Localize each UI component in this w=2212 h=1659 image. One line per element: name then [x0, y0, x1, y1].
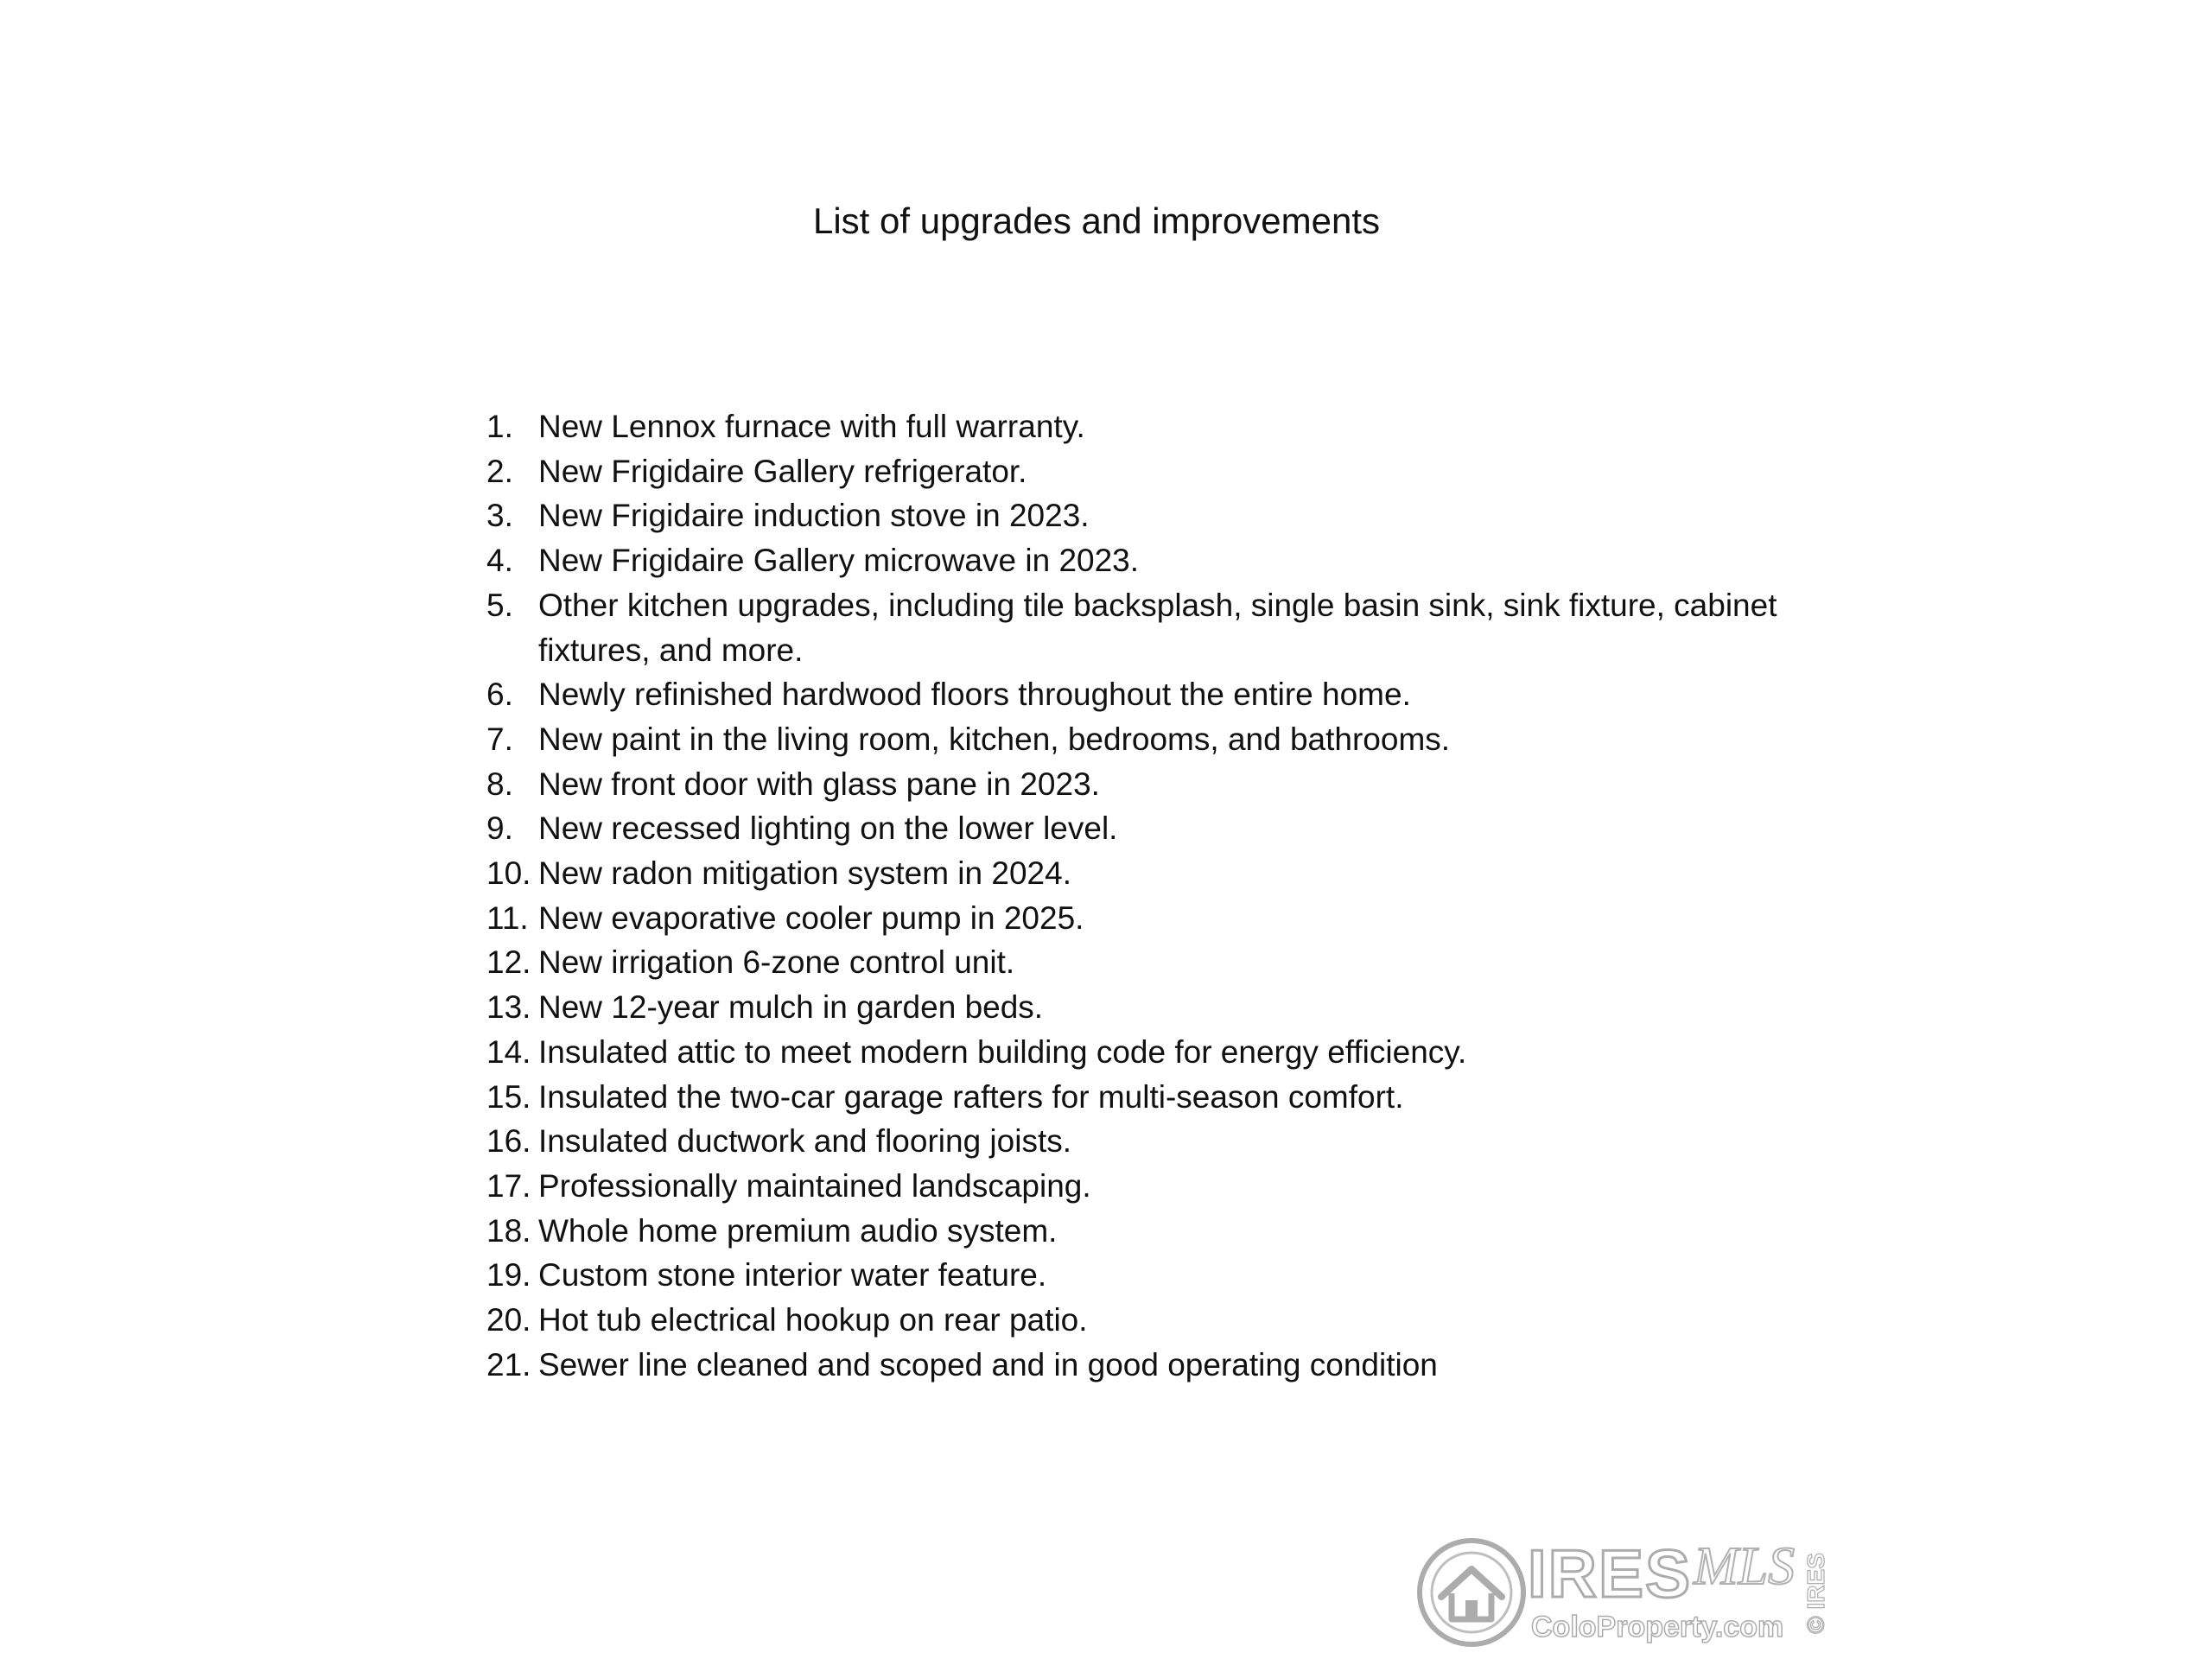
item-number: 4. [486, 543, 513, 579]
ires-watermark [1410, 1531, 1842, 1659]
item-text: New Frigidaire Gallery refrigerator. [538, 453, 1027, 489]
list-item [486, 896, 1834, 941]
item-text: Insulated the two-car garage rafters for multi-season comfort. [538, 1078, 1404, 1115]
list-item [486, 449, 1834, 494]
item-text: New irrigation 6-zone control unit. [538, 944, 1015, 981]
list-item [486, 851, 1834, 896]
item-number: 3. [486, 498, 513, 534]
item-number: 17. [486, 1167, 531, 1204]
item-text: New Frigidaire induction stove in 2023. [538, 498, 1090, 534]
item-text: New paint in the living room, kitchen, bedrooms, and bathrooms. [538, 721, 1451, 757]
item-text: Hot tub electrical hookup on rear patio. [538, 1302, 1088, 1338]
list-item [486, 1209, 1834, 1254]
list-item [486, 717, 1834, 762]
list-item [486, 1298, 1834, 1343]
item-number: 15. [486, 1078, 531, 1115]
list-item [486, 583, 1834, 672]
item-text: New evaporative cooler pump in 2025. [538, 899, 1084, 936]
list-item [486, 672, 1834, 717]
item-number: 19. [486, 1257, 531, 1294]
item-text: New Lennox furnace with full warranty. [538, 409, 1085, 444]
list-item [486, 940, 1834, 985]
item-text: Newly refinished hardwood floors throughout the entire home. [538, 677, 1411, 713]
list-item [486, 404, 1834, 449]
list-item [486, 538, 1834, 583]
item-text: New recessed lighting on the lower level. [538, 810, 1118, 847]
item-text: Professionally maintained landscaping. [538, 1167, 1091, 1204]
list-item [486, 1253, 1834, 1298]
item-number: 13. [486, 989, 531, 1026]
item-text: Sewer line cleaned and scoped and in good operating condition [538, 1346, 1438, 1382]
list-item [486, 1030, 1834, 1075]
item-number: 1. [486, 409, 513, 444]
watermark-side [1797, 1536, 1835, 1650]
item-number: 12. [486, 944, 531, 981]
watermark-site: ColoProperty.com [1531, 1611, 1784, 1643]
item-number: 9. [486, 810, 513, 847]
list-item [486, 806, 1834, 851]
item-text: New radon mitigation system in 2024. [538, 855, 1071, 892]
list-item [486, 493, 1834, 538]
item-number: 14. [486, 1033, 531, 1070]
item-number: 20. [486, 1302, 531, 1338]
list-item [486, 985, 1834, 1030]
item-text: New 12-year mulch in garden beds. [538, 989, 1044, 1026]
list-item [486, 1119, 1834, 1164]
page-title: List of upgrades and improvements [812, 200, 1381, 241]
watermark-script: MLS [1694, 1537, 1796, 1596]
house-seal-icon [1415, 1536, 1528, 1649]
item-number: 2. [486, 453, 513, 489]
watermark-brand: IRES [1528, 1535, 1693, 1611]
item-text: New Frigidaire Gallery microwave in 2023. [538, 543, 1140, 579]
item-text: Custom stone interior water feature. [538, 1257, 1047, 1294]
item-number: 21. [486, 1346, 531, 1382]
item-number: 7. [486, 721, 513, 757]
item-number: 6. [486, 677, 513, 713]
item-number: 10. [486, 855, 531, 892]
list-item [486, 1343, 1834, 1388]
item-text: Insulated ductwork and flooring joists. [538, 1123, 1072, 1160]
item-number: 5. [486, 587, 513, 623]
list-item [486, 1164, 1834, 1209]
list-item [486, 762, 1834, 807]
item-text: New front door with glass pane in 2023. [538, 766, 1100, 802]
item-number: 11. [486, 899, 529, 936]
item-text: Whole home premium audio system. [538, 1212, 1058, 1249]
item-text: Insulated attic to meet modern building code for energy efficiency. [538, 1033, 1467, 1070]
item-number: 8. [486, 766, 513, 802]
item-number: 18. [486, 1212, 531, 1249]
upgrade-list [486, 404, 1834, 1387]
item-text: Other kitchen upgrades, including tile backsplash, single basin sink, sink fixture, cabinet fixtures, and more. [538, 587, 1777, 668]
watermark-side-text: © IRES [1802, 1553, 1829, 1634]
item-number: 16. [486, 1123, 531, 1160]
list-item [486, 1075, 1834, 1120]
